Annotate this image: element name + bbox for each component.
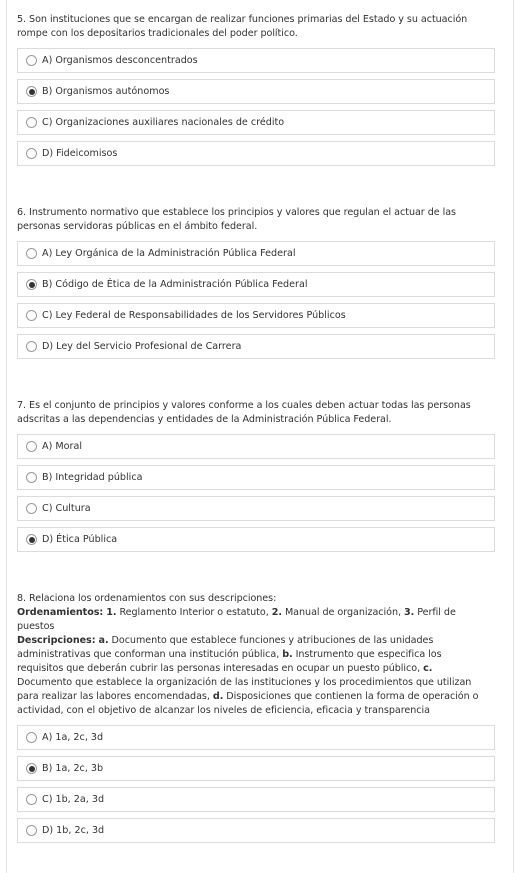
option-7b[interactable]: B) Integridad pública (17, 465, 495, 490)
question-5 (17, 13, 503, 172)
option-8b[interactable]: B) 1a, 2c, 3b (17, 756, 495, 781)
question-7-text: 7. Es el conjunto de principios y valores conforme a los cuales deben actuar todas las personas adscritas a las dependencias y entidades de la Administración Pública Federal. (17, 400, 471, 425)
question-6 (17, 206, 503, 365)
radio-button[interactable] (26, 441, 37, 452)
radio-button[interactable] (26, 248, 37, 259)
option-7d[interactable]: D) Ética Pública (17, 527, 495, 552)
radio-button[interactable] (26, 794, 37, 805)
question-7 (17, 399, 503, 558)
radio-button-selected[interactable] (26, 279, 37, 290)
option-8c[interactable]: C) 1b, 2a, 3d (17, 787, 495, 812)
radio-button[interactable] (26, 825, 37, 836)
radio-button[interactable] (26, 148, 37, 159)
option-5a[interactable]: A) Organismos desconcentrados (17, 48, 495, 73)
option-5c[interactable]: C) Organizaciones auxiliares nacionales de crédito (17, 110, 495, 135)
option-8d[interactable]: D) 1b, 2c, 3d (17, 818, 495, 843)
option-8a[interactable]: A) 1a, 2c, 3d (17, 725, 495, 750)
option-7a[interactable]: A) Moral (17, 434, 495, 459)
radio-button-selected[interactable] (26, 534, 37, 545)
question-6-text: 6. Instrumento normativo que establece los principios y valores que regulan el actuar de las personas servidoras públicas en el ámbito federal. (17, 207, 456, 232)
quiz-page (6, 0, 514, 873)
radio-button[interactable] (26, 732, 37, 743)
option-5d[interactable]: D) Fideicomisos (17, 141, 495, 166)
question-8-text: 8. Relaciona los ordenamientos con sus descripciones: Ordenamientos: 1. Reglamento Interior o estatuto, 2. Manual de organización, 3. Perfil de puestos Descripciones: a. Documento que establece funciones y atribuciones de las unidades administrativas que conforman una institución pública, b. Instrumento que especifica los requisitos que deberán cubrir las personas interesadas en ocupar un puesto público, c. Documento que establece la organización de las instituciones y los procedimientos que utilizan para realizar las labores encomendadas, d. Disposiciones que contienen la forma de operación o actividad, con el objetivo de alcanzar los niveles de eficiencia, eficacia y transparencia (17, 593, 479, 716)
option-5b[interactable]: B) Organismos autónomos (17, 79, 495, 104)
radio-button[interactable] (26, 55, 37, 66)
option-6a[interactable]: A) Ley Orgánica de la Administración Pública Federal (17, 241, 495, 266)
radio-button[interactable] (26, 503, 37, 514)
option-6b[interactable]: B) Código de Ética de la Administración Pública Federal (17, 272, 495, 297)
radio-button[interactable] (26, 472, 37, 483)
radio-button-selected[interactable] (26, 86, 37, 97)
radio-button[interactable] (26, 341, 37, 352)
question-5-text: 5. Son instituciones que se encargan de realizar funciones primarias del Estado y su actuación rompe con los depositarios tradicionales del poder político. (17, 14, 468, 39)
option-7c[interactable]: C) Cultura (17, 496, 495, 521)
radio-button-selected[interactable] (26, 763, 37, 774)
radio-button[interactable] (26, 117, 37, 128)
option-6c[interactable]: C) Ley Federal de Responsabilidades de los Servidores Públicos (17, 303, 495, 328)
option-6d[interactable]: D) Ley del Servicio Profesional de Carrera (17, 334, 495, 359)
question-8 (17, 592, 503, 849)
radio-button[interactable] (26, 310, 37, 321)
